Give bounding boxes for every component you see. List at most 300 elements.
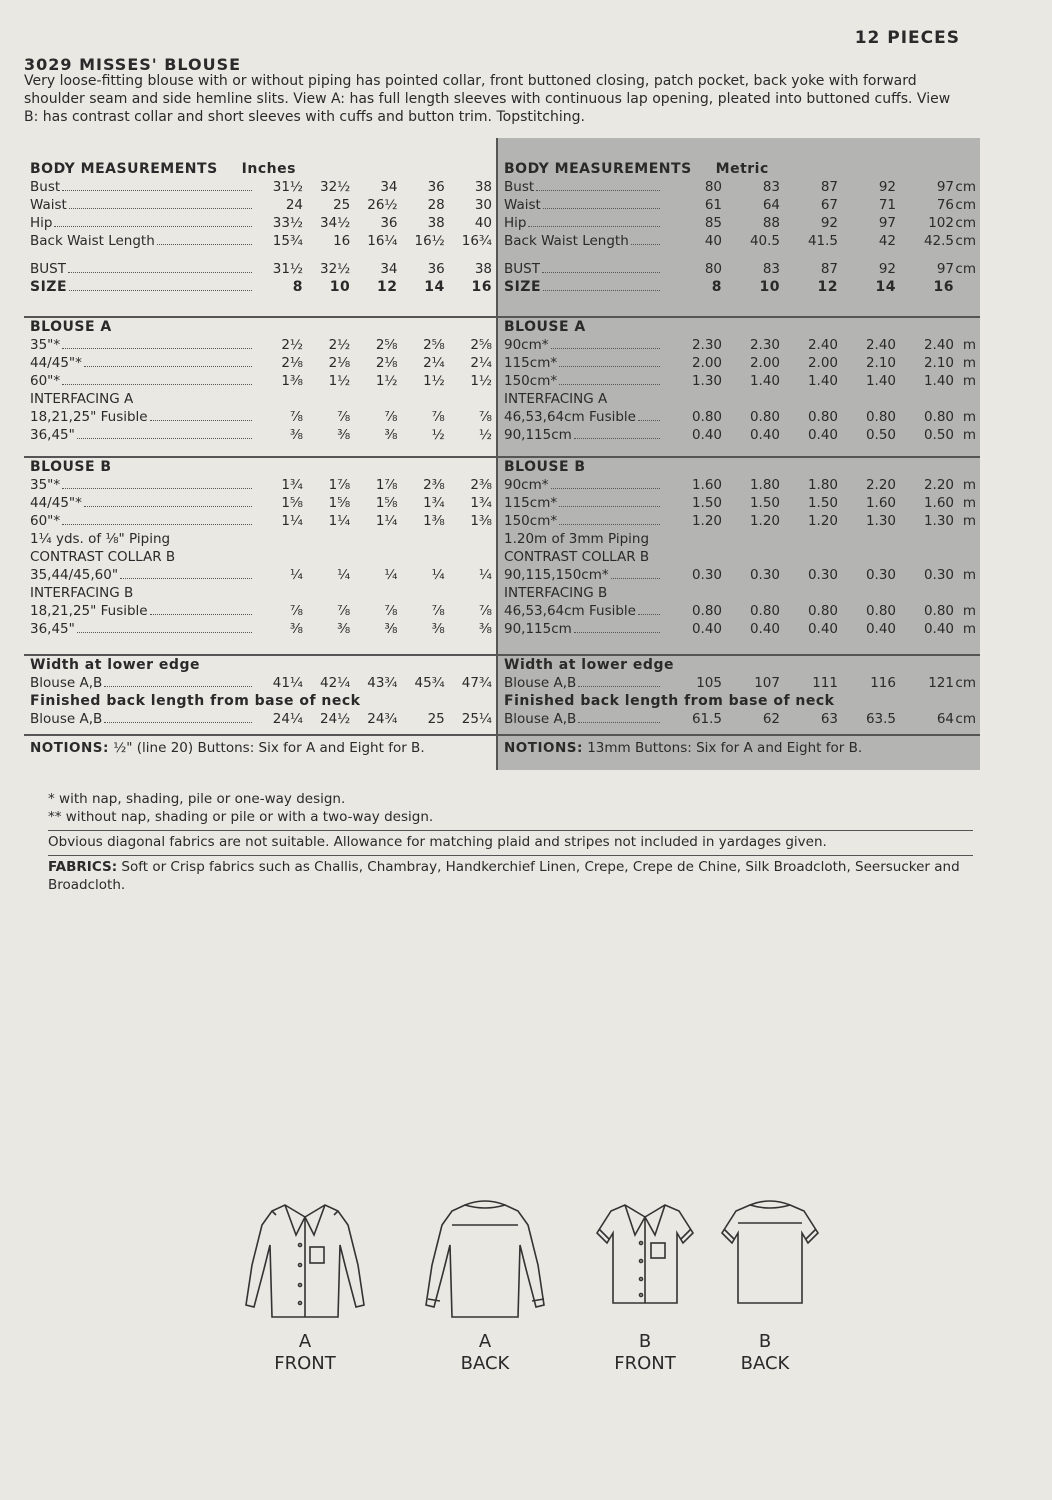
table-row xyxy=(30,674,492,692)
table-row xyxy=(504,372,976,390)
value-cell: 2½ xyxy=(328,337,351,353)
value-cell: 0.80 xyxy=(691,603,722,619)
value-cell: ¼ xyxy=(431,567,445,583)
value-cell: 0.80 xyxy=(923,603,954,619)
value-cell: 1¼ xyxy=(281,513,303,529)
row-label: Back Waist Length xyxy=(504,233,629,249)
row-label: 18,21,25" Fusible xyxy=(30,603,148,619)
row-label: BUST xyxy=(30,261,66,277)
value-cell: 61 xyxy=(704,197,722,213)
value-cell: 0.40 xyxy=(807,427,838,443)
row-values xyxy=(256,408,492,426)
row-values xyxy=(256,372,492,390)
value-cell: ⅞ xyxy=(289,409,303,425)
section-heading: BLOUSE B xyxy=(30,459,112,475)
table-row xyxy=(30,260,492,278)
value-cell: 2⅝ xyxy=(375,337,398,353)
value-cell: 121 xyxy=(928,675,954,691)
table-row xyxy=(504,710,976,728)
value-cell: 1.50 xyxy=(807,495,838,511)
row-values xyxy=(664,476,954,494)
value-cell: 1½ xyxy=(470,373,492,389)
value-cell: 0.40 xyxy=(923,621,954,637)
row-label: 18,21,25" Fusible xyxy=(30,409,148,425)
table-row xyxy=(30,602,492,620)
dot-leader xyxy=(54,226,252,227)
row-label: Hip xyxy=(30,215,53,231)
section-heading: CONTRAST COLLAR B xyxy=(504,549,650,565)
body-measurements-heading: BODY MEASUREMENTS xyxy=(504,161,692,177)
value-cell: ⅞ xyxy=(478,409,492,425)
value-cell: 111 xyxy=(812,675,838,691)
row-values xyxy=(256,476,492,494)
value-cell: 2.30 xyxy=(749,337,780,353)
unit-cell: m xyxy=(962,603,976,619)
value-cell: 26½ xyxy=(367,197,398,213)
table-section xyxy=(498,654,980,728)
dot-leader xyxy=(104,722,252,723)
value-cell: 42 xyxy=(878,233,896,249)
value-cell: 88 xyxy=(762,215,780,231)
row-values xyxy=(256,710,492,728)
unit-heading: Inches xyxy=(241,161,296,177)
value-cell: ⅜ xyxy=(337,427,351,443)
value-cell: 34½ xyxy=(319,215,351,231)
value-cell: 1.60 xyxy=(923,495,954,511)
value-cell: 25 xyxy=(333,197,351,213)
value-cell: 16½ xyxy=(414,233,445,249)
value-cell: 0.40 xyxy=(691,621,722,637)
unit-cell: m xyxy=(962,495,976,511)
value-cell: 2.10 xyxy=(865,355,896,371)
section-heading: CONTRAST COLLAR B xyxy=(30,549,176,565)
notions-label: NOTIONS: xyxy=(30,740,109,756)
value-cell: 0.30 xyxy=(923,567,954,583)
value-cell: 61.5 xyxy=(691,711,722,727)
table-header xyxy=(30,160,492,178)
table-row xyxy=(504,476,976,494)
unit-cell: m xyxy=(962,513,976,529)
table-row xyxy=(504,566,976,584)
value-cell: 40.5 xyxy=(749,233,780,249)
row-label: 46,53,64cm Fusible xyxy=(504,603,636,619)
section-heading: Width at lower edge xyxy=(504,657,674,673)
value-cell: ¼ xyxy=(289,567,303,583)
value-cell: 38 xyxy=(474,179,492,195)
value-cell: 1¾ xyxy=(281,477,303,493)
value-cell: 1.20 xyxy=(749,513,780,529)
dot-leader xyxy=(62,348,252,349)
value-cell: 2.00 xyxy=(691,355,722,371)
value-cell: 16 xyxy=(933,279,954,295)
value-cell: ⅜ xyxy=(337,621,351,637)
metric-table xyxy=(496,138,980,770)
fabrics-note xyxy=(48,858,973,894)
value-cell: 0.40 xyxy=(807,621,838,637)
value-cell: 38 xyxy=(427,215,445,231)
divider xyxy=(48,855,973,856)
value-cell: 2⅛ xyxy=(281,355,303,371)
value-cell: 1½ xyxy=(423,373,445,389)
section-heading: INTERFACING A xyxy=(30,391,134,407)
value-cell: 2.30 xyxy=(691,337,722,353)
value-cell: 10 xyxy=(329,279,351,295)
notions xyxy=(24,734,496,757)
table-row xyxy=(30,408,492,426)
value-cell: 0.80 xyxy=(865,409,896,425)
value-cell: 0.30 xyxy=(749,567,780,583)
dot-leader xyxy=(62,384,252,385)
row-values xyxy=(664,494,954,512)
table-section xyxy=(24,654,496,728)
value-cell: 1⅞ xyxy=(328,477,351,493)
dot-leader xyxy=(574,438,660,439)
value-cell: 1.30 xyxy=(691,373,722,389)
row-values xyxy=(664,196,954,214)
unit-cell: m xyxy=(962,477,976,493)
row-label: Blouse A,B xyxy=(504,711,577,727)
value-cell: 12 xyxy=(817,279,838,295)
table-row xyxy=(504,354,976,372)
value-cell: 1.20 xyxy=(807,513,838,529)
row-label: Hip xyxy=(504,215,527,231)
value-cell: 1.40 xyxy=(923,373,954,389)
fabrics-label: FABRICS: xyxy=(48,859,118,875)
value-cell: 24¾ xyxy=(367,711,398,727)
table-row xyxy=(30,232,492,250)
diagonal-note: Obvious diagonal fabrics are not suitable. Allowance for matching plaid and stripes not included in yardages given. xyxy=(48,834,827,850)
value-cell: ⅜ xyxy=(431,621,445,637)
row-label: 90cm* xyxy=(504,337,549,353)
row-values xyxy=(256,602,492,620)
row-values xyxy=(664,178,954,196)
value-cell: 0.30 xyxy=(865,567,896,583)
value-cell: 87 xyxy=(820,261,838,277)
value-cell: 42¼ xyxy=(319,675,351,691)
value-cell: ¼ xyxy=(478,567,492,583)
section-heading: Finished back length from base of neck xyxy=(30,693,361,709)
dot-leader xyxy=(543,290,660,291)
value-cell: 85 xyxy=(704,215,722,231)
value-cell: 92 xyxy=(878,261,896,277)
table-row xyxy=(30,336,492,354)
value-cell: 1.30 xyxy=(923,513,954,529)
row-values xyxy=(664,354,954,372)
value-cell: 0.40 xyxy=(691,427,722,443)
row-label: 90,115cm xyxy=(504,621,572,637)
value-cell: 16 xyxy=(333,233,351,249)
row-values xyxy=(256,336,492,354)
row-label: SIZE xyxy=(30,279,68,295)
value-cell: ⅜ xyxy=(289,621,303,637)
value-cell: 43¾ xyxy=(367,675,398,691)
value-cell: 0.40 xyxy=(749,427,780,443)
row-values xyxy=(664,602,954,620)
row-label: 60"* xyxy=(30,513,61,529)
row-values xyxy=(256,426,492,444)
value-cell: 1⅜ xyxy=(470,513,492,529)
unit-cell: cm xyxy=(955,233,976,249)
value-cell: ⅜ xyxy=(384,621,398,637)
value-cell: ⅞ xyxy=(289,603,303,619)
notions-text: 13mm Buttons: Six for A and Eight for B. xyxy=(587,740,863,756)
garment-sketches xyxy=(230,1195,830,1385)
table-row xyxy=(504,336,976,354)
value-cell: 0.30 xyxy=(807,567,838,583)
value-cell: 2⅝ xyxy=(470,337,492,353)
table-row xyxy=(504,214,976,232)
table-row xyxy=(504,494,976,512)
dot-leader xyxy=(150,420,252,421)
value-cell: 45¾ xyxy=(414,675,445,691)
row-values xyxy=(256,232,492,250)
dot-leader xyxy=(62,190,252,191)
value-cell: 1½ xyxy=(375,373,398,389)
table-row xyxy=(30,354,492,372)
row-values xyxy=(256,674,492,692)
nap-note: * with nap, shading, pile or one-way design. xyxy=(48,791,346,807)
table-row xyxy=(504,512,976,530)
table-row xyxy=(30,196,492,214)
row-values xyxy=(664,710,954,728)
value-cell: 2.20 xyxy=(865,477,896,493)
table-row xyxy=(30,566,492,584)
value-cell: 2¼ xyxy=(423,355,445,371)
blouse-b-front-sketch xyxy=(575,1195,715,1325)
value-cell: 40 xyxy=(704,233,722,249)
row-values xyxy=(664,674,954,692)
row-label: 35"* xyxy=(30,337,61,353)
value-cell: 0.80 xyxy=(749,409,780,425)
value-cell: 2⅜ xyxy=(423,477,445,493)
table-section xyxy=(24,160,496,250)
value-cell: ⅞ xyxy=(337,409,351,425)
row-values xyxy=(256,354,492,372)
section-heading: Width at lower edge xyxy=(30,657,200,673)
value-cell: 1⅞ xyxy=(375,477,398,493)
row-label: 60"* xyxy=(30,373,61,389)
value-cell: 64 xyxy=(936,711,954,727)
value-cell: 8 xyxy=(292,279,303,295)
value-cell: ¼ xyxy=(337,567,351,583)
unit-cell: m xyxy=(962,567,976,583)
value-cell: 1.80 xyxy=(807,477,838,493)
value-cell: 1¾ xyxy=(470,495,492,511)
row-values xyxy=(664,372,954,390)
section-heading: BLOUSE A xyxy=(504,319,586,335)
row-label: Blouse A,B xyxy=(504,675,577,691)
value-cell: 16 xyxy=(471,279,492,295)
value-cell: 92 xyxy=(878,179,896,195)
row-label: 46,53,64cm Fusible xyxy=(504,409,636,425)
notes-section xyxy=(48,790,973,894)
dot-leader xyxy=(104,686,252,687)
value-cell: ⅞ xyxy=(384,603,398,619)
value-cell: 0.80 xyxy=(691,409,722,425)
unit-cell: cm xyxy=(955,675,976,691)
value-cell: 83 xyxy=(762,261,780,277)
table-section xyxy=(498,456,980,638)
row-label: 36,45" xyxy=(30,621,75,637)
value-cell: 32½ xyxy=(319,179,351,195)
row-label: 115cm* xyxy=(504,355,558,371)
value-cell: 2.00 xyxy=(807,355,838,371)
row-values xyxy=(664,512,954,530)
row-label: 44/45"* xyxy=(30,355,82,371)
row-label: 115cm* xyxy=(504,495,558,511)
value-cell: 1.60 xyxy=(691,477,722,493)
row-label: Waist xyxy=(504,197,541,213)
value-cell: 1¼ xyxy=(375,513,398,529)
value-cell: 1.50 xyxy=(691,495,722,511)
value-cell: 36 xyxy=(427,261,445,277)
dot-leader xyxy=(69,290,252,291)
table-section xyxy=(498,160,980,250)
dot-leader xyxy=(559,506,660,507)
unit-cell: cm xyxy=(955,179,976,195)
pattern-description: Very loose-fitting blouse with or without piping has pointed collar, front buttoned closing, patch pocket, back yoke with forward shoulder seam and side hemline slits. View A: has full length sleeves with continuous lap opening, pleated into buttoned cuffs. View B: has contrast collar and short sleeves with cuffs and button trim. Topstitching. xyxy=(24,73,951,125)
value-cell: 1¾ xyxy=(423,495,445,511)
value-cell: 63 xyxy=(820,711,838,727)
value-cell: 32½ xyxy=(319,261,351,277)
piping-note: 1.20m of 3mm Piping xyxy=(504,531,650,547)
table-row xyxy=(504,426,976,444)
value-cell: 0.80 xyxy=(807,603,838,619)
dot-leader xyxy=(578,722,660,723)
table-row xyxy=(30,512,492,530)
blouse-a-front-sketch xyxy=(230,1195,380,1325)
value-cell: ⅜ xyxy=(478,621,492,637)
value-cell: 41.5 xyxy=(807,233,838,249)
value-cell: ⅞ xyxy=(478,603,492,619)
value-cell: 0.30 xyxy=(691,567,722,583)
row-values xyxy=(664,336,954,354)
unit-cell: m xyxy=(962,355,976,371)
value-cell: 16¼ xyxy=(367,233,398,249)
unit-cell: m xyxy=(962,427,976,443)
dot-leader xyxy=(551,488,660,489)
row-label: 36,45" xyxy=(30,427,75,443)
value-cell: 64 xyxy=(762,197,780,213)
value-cell: 1⅝ xyxy=(328,495,351,511)
value-cell: 1.30 xyxy=(865,513,896,529)
value-cell: 36 xyxy=(380,215,398,231)
value-cell: 116 xyxy=(870,675,896,691)
row-label: Bust xyxy=(504,179,535,195)
value-cell: 14 xyxy=(875,279,896,295)
row-label: BUST xyxy=(504,261,540,277)
dot-leader xyxy=(638,420,660,421)
notions xyxy=(498,734,980,757)
row-label: 90,115,150cm* xyxy=(504,567,609,583)
value-cell: 24 xyxy=(285,197,303,213)
value-cell: 1¼ xyxy=(328,513,351,529)
dot-leader xyxy=(542,272,660,273)
pattern-number: 3029 xyxy=(24,55,73,74)
pieces-count: 12 PIECES xyxy=(854,28,960,48)
unit-cell: cm xyxy=(955,261,976,277)
notions-text: ½" (line 20) Buttons: Six for A and Eight for B. xyxy=(113,740,425,756)
row-label: 44/45"* xyxy=(30,495,82,511)
unit-cell: cm xyxy=(955,215,976,231)
value-cell: 2¼ xyxy=(470,355,492,371)
row-label: 35,44/45,60" xyxy=(30,567,119,583)
row-values xyxy=(256,278,492,296)
section-heading: INTERFACING A xyxy=(504,391,608,407)
table-section xyxy=(24,316,496,444)
value-cell: ⅞ xyxy=(431,603,445,619)
table-section xyxy=(498,316,980,444)
row-values xyxy=(664,232,954,250)
value-cell: 1⅜ xyxy=(423,513,445,529)
value-cell: 0.40 xyxy=(749,621,780,637)
value-cell: 0.40 xyxy=(865,621,896,637)
unit-cell: m xyxy=(962,409,976,425)
value-cell: ⅜ xyxy=(384,427,398,443)
section-heading: BLOUSE A xyxy=(30,319,112,335)
value-cell: 1.40 xyxy=(807,373,838,389)
value-cell: 15¾ xyxy=(272,233,303,249)
row-values xyxy=(664,426,954,444)
value-cell: 97 xyxy=(936,179,954,195)
body-measurements-heading: BODY MEASUREMENTS xyxy=(30,161,218,177)
value-cell: 80 xyxy=(704,261,722,277)
value-cell: 16¾ xyxy=(461,233,492,249)
dot-leader xyxy=(84,366,252,367)
value-cell: 105 xyxy=(696,675,722,691)
row-label: Bust xyxy=(30,179,61,195)
dot-leader xyxy=(528,226,660,227)
value-cell: 28 xyxy=(427,197,445,213)
dot-leader xyxy=(150,614,252,615)
unit-heading: Metric xyxy=(715,161,769,177)
value-cell: 2.10 xyxy=(923,355,954,371)
row-values xyxy=(664,278,954,296)
value-cell: 80 xyxy=(704,179,722,195)
row-values xyxy=(256,178,492,196)
dot-leader xyxy=(638,614,660,615)
value-cell: 2.40 xyxy=(923,337,954,353)
unit-cell: m xyxy=(962,337,976,353)
dot-leader xyxy=(559,384,660,385)
table-row xyxy=(30,278,492,296)
unit-cell: m xyxy=(962,621,976,637)
table-section xyxy=(24,456,496,638)
dot-leader xyxy=(631,244,660,245)
dot-leader xyxy=(157,244,252,245)
value-cell: 8 xyxy=(711,279,722,295)
dot-leader xyxy=(77,438,252,439)
fabrics-text: Soft or Crisp fabrics such as Challis, Chambray, Handkerchief Linen, Crepe, Crepe de Chine, Silk Broadcloth, Seersucker and Broadcloth. xyxy=(48,859,960,893)
value-cell: 31½ xyxy=(272,261,303,277)
value-cell: 1.50 xyxy=(749,495,780,511)
divider xyxy=(48,830,973,831)
value-cell: 36 xyxy=(427,179,445,195)
measurement-tables xyxy=(24,138,978,780)
dot-leader xyxy=(543,208,660,209)
dot-leader xyxy=(611,578,660,579)
value-cell: 12 xyxy=(377,279,398,295)
row-label: SIZE xyxy=(504,279,542,295)
value-cell: ⅞ xyxy=(384,409,398,425)
unit-cell: cm xyxy=(955,197,976,213)
value-cell: ½ xyxy=(431,427,445,443)
dot-leader xyxy=(574,632,660,633)
value-cell: 2.00 xyxy=(749,355,780,371)
value-cell: ⅞ xyxy=(337,603,351,619)
blouse-a-back-sketch xyxy=(410,1195,560,1325)
row-values xyxy=(664,408,954,426)
